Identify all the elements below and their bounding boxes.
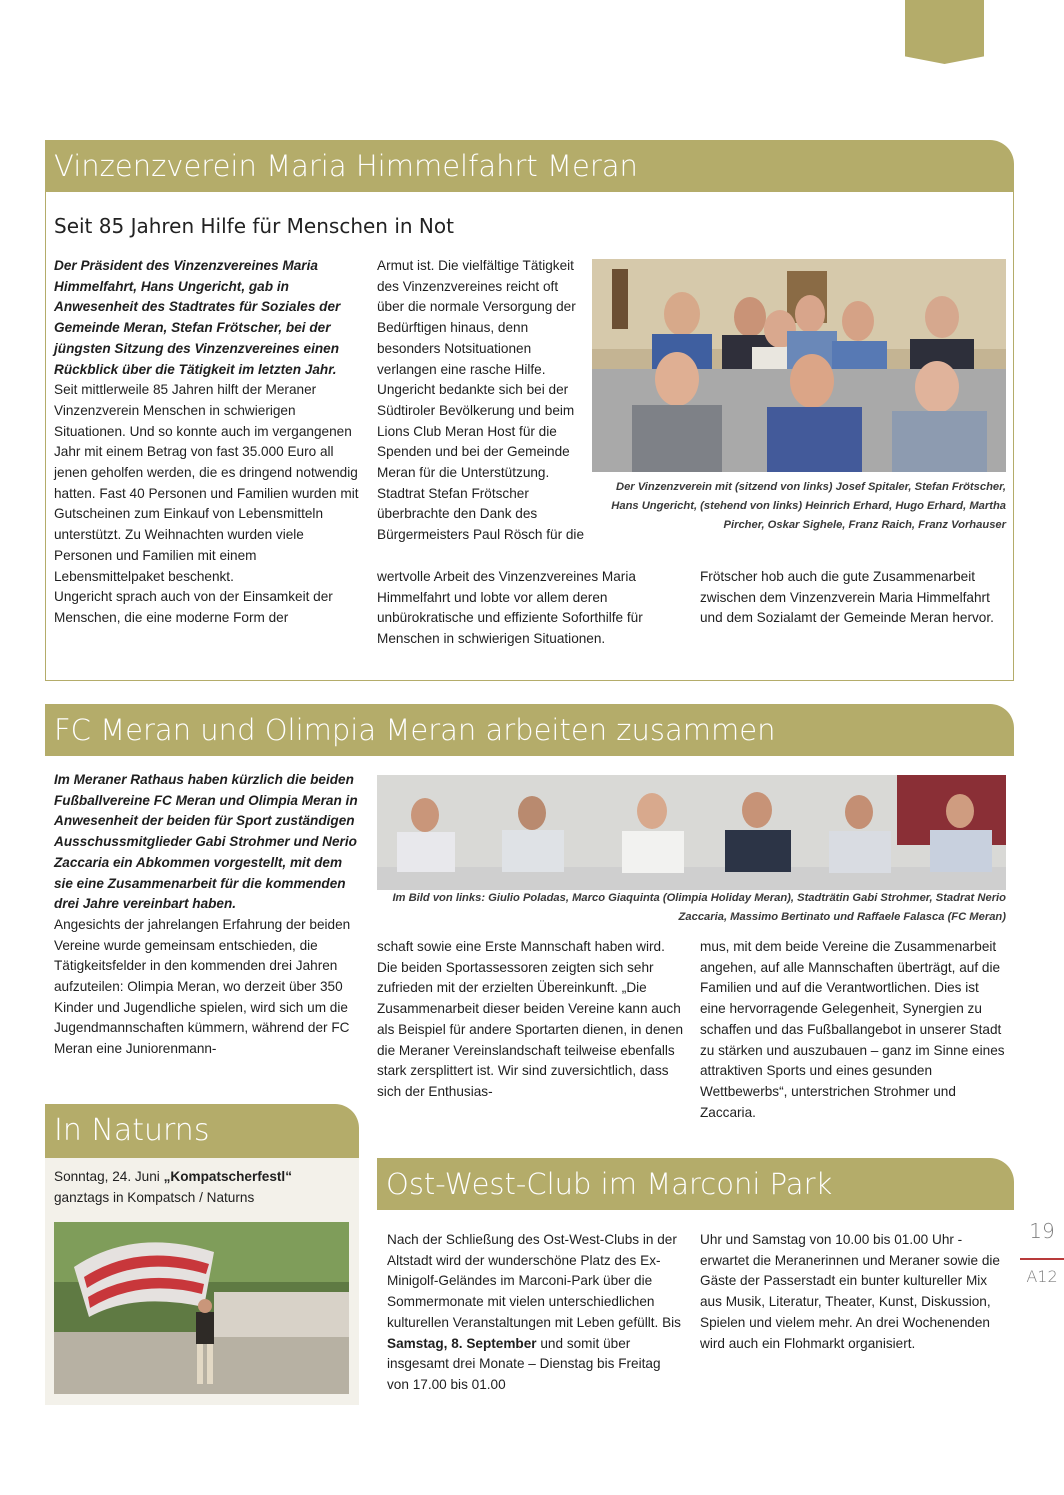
article3-col1-text: Nach der Schließung des Ost-West-Clubs in der Altstadt wird der wunderschöne Platz des Ex-Minigolf-Geländes im Marconi-Park über die Sommermonate mit vielen unterschiedlichen kulturellen Veranstaltungen mit Leben gefüllt. Bis Samstag, 8. September und somit über insgesamt drei Monate – Dienstag bis Freitag von 17.00 bis 01.00 bbox=[387, 1232, 681, 1392]
article1-col2-text-2: Stadtrat Stefan Frötscher überbrachte den Dank des Bürgermeisters Paul Rösch für die bbox=[377, 485, 585, 543]
article2-column-1 bbox=[54, 770, 359, 1060]
article1-column-1 bbox=[54, 256, 359, 629]
article1-col2-bottom-text: wertvolle Arbeit des Vinzenzvereines Maria Himmelfahrt und lobte vor allem deren unbürokratische und effiziente Soforthilfe für Menschen in schwierigen Situationen. bbox=[377, 569, 643, 647]
article1-column-2-top bbox=[377, 256, 585, 546]
naturns-location: ganztags in Kompatsch / Naturns bbox=[54, 1189, 255, 1205]
article2-col3-text: mus, mit dem beide Vereine die Zusammenarbeit angehen, auf alle Mannschaften überträgt, auf die Familien und auf die Verantwortlichen. Dies ist eine hervorragende Gelegenheit, Synergien zu schaffen und das Fußballangebot in unserer Stadt zu stärken und auszubauen – ganz im Sinne eines attraktiven Sports und eines gesunden Wettbewerbs“, unterstrichen Strohmer und Zaccaria. bbox=[700, 939, 1005, 1120]
article1-col2-text: Armut ist. Die vielfältige Tätigkeit des Vinzenzvereines reicht oft über die normale Versorgung der Bedürftigen hinaus, denn besonders Notsituationen verlangen eine rasche Hilfe. Ungericht bedankte sich bei der Südtiroler Bevölkerung und beim Lions Club Meran Host für die Spenden und bei der Gemeinde Meran für die Unterstützung. bbox=[377, 258, 576, 481]
page-section-code: A12 bbox=[1026, 1267, 1058, 1286]
headline-ost-west-club: Ost-West-Club im Marconi Park bbox=[377, 1158, 1014, 1210]
article1-body-2: Ungericht sprach auch von der Einsamkeit der Menschen, die eine moderne Form der bbox=[54, 589, 333, 625]
article2-col2-text-2: Die beiden Sportassessoren zeigten sich sehr zufrieden mit der erzielten Übereinkunft. „Die Zusammenarbeit dieser beiden Vereine kann auch als Beispiel für andere Sportarten dienen, in denen die Meraner Vereinslandschaft teilweise ebenfalls stark zersplittert ist. Wir sind zuversichtlich, dass sich der Enthusias- bbox=[377, 959, 684, 1099]
article2-column-2 bbox=[377, 937, 689, 1103]
article3-col2-text: Uhr und Samstag von 10.00 bis 01.00 Uhr - erwartet die Meranerinnen und Meraner sowie die Gäste der Passerstadt ein bunter kultureller Mix aus Musik, Literatur, Theater, Kunst, Diskussion, Spielen und vielem mehr. An drei Wochenenden wird auch ein Flohmarkt organisiert. bbox=[700, 1232, 1000, 1351]
article3-date-highlight: Samstag, 8. September bbox=[387, 1335, 537, 1351]
page-tab-marker bbox=[905, 0, 984, 64]
photo-vinzenzverein-group bbox=[592, 259, 1006, 472]
article1-column-3-bottom bbox=[700, 567, 1005, 629]
naturns-date: Sonntag, 24. Juni bbox=[54, 1169, 164, 1184]
caption-vinzenzverein: Der Vinzenzverein mit (sitzend von links) Josef Spitaler, Stefan Frötscher, Hans Ungericht, (stehend von links) Heinrich Erhard, Hugo Erhard, Martha Pircher, Oskar Sighele, Franz Raich, Franz Vorhauser bbox=[611, 481, 1006, 531]
signing-photo-illustration bbox=[377, 775, 1006, 890]
article1-col3-text: Frötscher hob auch die gute Zusammenarbeit zwischen dem Vinzenzverein Maria Himmelfahrt und dem Sozialamt der Gemeinde Meran hervor. bbox=[700, 569, 994, 626]
caption-fc-meran: Im Bild von links: Giulio Poladas, Marco Giaquinta (Olimpia Holiday Meran), Stadträtin Gabi Strohmer, Stadrat Nerio Zaccaria, Massimo Bertinato und Raffaele Falasca (FC Meran) bbox=[392, 892, 1006, 923]
headline-in-naturns: In Naturns bbox=[45, 1104, 359, 1158]
article1-body: Seit mittlerweile 85 Jahren hilft der Meraner Vinzenzverein Menschen in schwierigen Situationen. Und so konnte auch im vergangenen Jahr mit einem Betrag von fast 35.000 Euro all jenen geholfen werden, die es dringend notwendig hatten. Fast 40 Personen und Familien wurden mit Gutscheinen zum Einkauf von Lebensmitteln unterstützt. Zu Weihnachten wurden viele Personen und Familien mit einem Lebensmittelpaket beschenkt. bbox=[54, 382, 359, 584]
article2-body: Angesichts der jahrelangen Erfahrung der beiden Vereine wurde gemeinsam entschieden, die Tätigkeitsfelder in den kommenden drei Jahren aufzuteilen: Olimpia Meran, wo derzeit über 350 Kinder und Jugendliche spielen, wird sich um die Jugendmannschaften kümmern, während der FC Meran eine Juniorenmann- bbox=[54, 916, 351, 1057]
article1-lead: Der Präsident des Vinzenzvereines Maria Himmelfahrt, Hans Ungericht, gab in Anwesenheit des Stadtrates für Soziales der Gemeinde Meran, Stefan Frötscher, bei der jüngsten Sitzung des Vinzenzvereines einen Rückblick über die Tätigkeit im letzten Jahr. bbox=[54, 258, 341, 377]
festival-photo-illustration bbox=[54, 1222, 349, 1394]
photo-fc-meran-signing bbox=[377, 775, 1006, 890]
article1-column-2-bottom bbox=[377, 567, 689, 650]
photo-kompatscherfestl bbox=[54, 1222, 349, 1394]
page-number: 19 bbox=[1029, 1219, 1055, 1243]
article3-column-2 bbox=[700, 1230, 1005, 1354]
article2-lead: Im Meraner Rathaus haben kürzlich die beiden Fußballvereine FC Meran und Olimpia Meran in Anwesenheit der beiden für Sport zuständigen Ausschussmitglieder Gabi Strohmer und Nerio Zaccaria ein Abkommen vorgestellt, mit dem sie eine Zusammenarbeit für die kommenden drei Jahre vereinbart haben. bbox=[54, 772, 358, 912]
page-number-divider bbox=[1020, 1258, 1064, 1260]
naturns-event-name: „Kompatscherfestl“ bbox=[163, 1169, 293, 1184]
headline-vinzenzverein: Vinzenzverein Maria Himmelfahrt Meran bbox=[45, 140, 1014, 192]
article3-column-1 bbox=[387, 1230, 683, 1396]
subheadline-vinzenzverein: Seit 85 Jahren Hilfe für Menschen in Not bbox=[54, 214, 454, 238]
naturns-event-text bbox=[54, 1167, 354, 1208]
group-photo-illustration bbox=[592, 259, 1006, 472]
article2-column-3 bbox=[700, 937, 1005, 1123]
headline-fc-meran: FC Meran und Olimpia Meran arbeiten zusammen bbox=[45, 704, 1014, 756]
article2-col2-text: schaft sowie eine Erste Mannschaft haben wird. bbox=[377, 939, 665, 954]
